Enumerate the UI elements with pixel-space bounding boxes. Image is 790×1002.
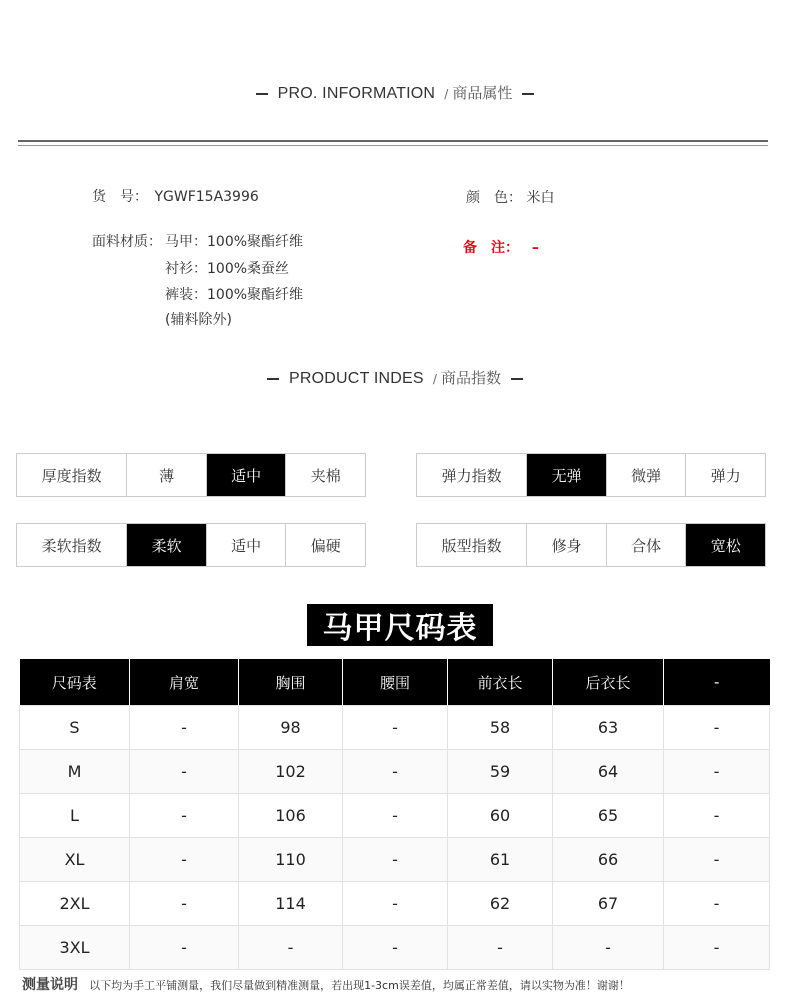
option-slim: 修身 [526,524,606,566]
table-cell: 64 [553,750,664,794]
table-cell: - [664,794,770,838]
table-cell: - [130,750,239,794]
table-cell: XL [20,838,130,882]
table-row [20,926,770,970]
measurement-note [22,974,630,994]
table-cell: 59 [448,750,553,794]
option-firm: 偏硬 [285,524,365,566]
table-cell: 98 [239,706,343,750]
header-waist: 腰围 [343,659,448,706]
table-cell: - [239,926,343,970]
table-cell: S [20,706,130,750]
color-value: 米白 [526,190,555,206]
table-cell: - [664,926,770,970]
section-title-sep: / [432,372,437,386]
material-label: 面料材质： [92,234,162,250]
index-label: 版型指数 [441,536,502,555]
option-loose-selected: 宽松 [685,524,765,566]
index-label: 柔软指数 [41,536,102,555]
option-medium-selected: 适中 [206,454,286,496]
material-line-2: 衬衫：100%桑蚕丝 [165,261,290,277]
size-table-header [20,659,770,706]
size-table-title: 马甲尺码表 [307,604,493,646]
dash-left [256,93,268,95]
table-cell: L [20,794,130,838]
table-cell: - [448,926,553,970]
fit-index [416,523,766,567]
divider-thin [18,145,768,146]
option-slight-stretch: 微弹 [606,454,686,496]
table-cell: - [664,882,770,926]
section-title-cn: 商品属性 [452,84,513,102]
color-label: 颜 色： [466,190,522,206]
section-title-en: PRO. INFORMATION [277,85,436,102]
dash-left [267,378,279,380]
table-cell: M [20,750,130,794]
option-soft-selected: 柔软 [126,524,206,566]
elasticity-index [416,453,766,497]
section-title-product-index [0,367,790,388]
table-cell: - [343,838,448,882]
table-cell: 2XL [20,882,130,926]
measurement-note-text: 以下均为手工平铺测量，我们尽量做到精准测量，若出现1-3cm误差值，均属正常差值，请以实物为准！谢谢！ [89,979,630,992]
table-cell: - [553,926,664,970]
table-row [20,838,770,882]
sku-label: 货 号： [92,189,148,205]
header-front-length: 前衣长 [448,659,553,706]
header-extra: - [664,659,770,706]
material-line-1: 马甲：100%聚酯纤维 [165,234,304,250]
section-title-cn: 商品指数 [440,369,501,387]
option-stretch: 弹力 [685,454,765,496]
header-back-length: 后衣长 [553,659,664,706]
table-cell: 63 [553,706,664,750]
softness-index [16,523,366,567]
section-title-en: PRODUCT INDES [289,370,424,387]
remark-value: – [531,240,539,256]
table-cell: 62 [448,882,553,926]
remark-label: 备 注： [463,240,519,256]
thickness-index [16,453,366,497]
table-cell: - [343,794,448,838]
table-row [20,882,770,926]
table-cell: 114 [239,882,343,926]
sku-value: YGWF15A3996 [154,189,259,205]
table-cell: 67 [553,882,664,926]
option-medium: 适中 [206,524,286,566]
table-cell: - [664,706,770,750]
divider-thick [18,140,768,142]
table-cell: 60 [448,794,553,838]
table-cell: - [130,926,239,970]
table-cell: 106 [239,794,343,838]
table-row [20,750,770,794]
material-line-3: 裤装：100%聚酯纤维 [165,287,304,303]
section-title-pro-information [0,82,790,103]
table-cell: - [130,794,239,838]
table-cell: 66 [553,838,664,882]
option-no-stretch-selected: 无弹 [526,454,606,496]
table-cell: 58 [448,706,553,750]
table-cell: - [130,882,239,926]
index-label: 弹力指数 [441,466,502,485]
dash-right [511,378,523,380]
header-shoulder: 肩宽 [130,659,239,706]
table-cell: - [343,882,448,926]
sku-field [92,186,259,206]
table-cell: - [343,926,448,970]
option-thin: 薄 [126,454,206,496]
remark-field [463,237,539,257]
header-size: 尺码表 [20,659,130,706]
table-cell: - [664,750,770,794]
table-row [20,706,770,750]
material-line-4: (辅料除外) [165,312,232,328]
table-cell: - [343,750,448,794]
option-padded: 夹棉 [285,454,365,496]
header-chest: 胸围 [239,659,343,706]
section-title-sep: / [444,87,449,101]
table-cell: 61 [448,838,553,882]
table-cell: 102 [239,750,343,794]
table-cell: 110 [239,838,343,882]
option-regular: 合体 [606,524,686,566]
dash-right [522,93,534,95]
table-cell: - [664,838,770,882]
table-cell: 65 [553,794,664,838]
table-cell: - [130,838,239,882]
index-label: 厚度指数 [41,466,102,485]
table-row [20,794,770,838]
measurement-note-label: 测量说明 [22,977,78,993]
size-table [19,659,770,970]
table-cell: - [343,706,448,750]
table-cell: - [130,706,239,750]
color-field [466,187,554,207]
table-cell: 3XL [20,926,130,970]
